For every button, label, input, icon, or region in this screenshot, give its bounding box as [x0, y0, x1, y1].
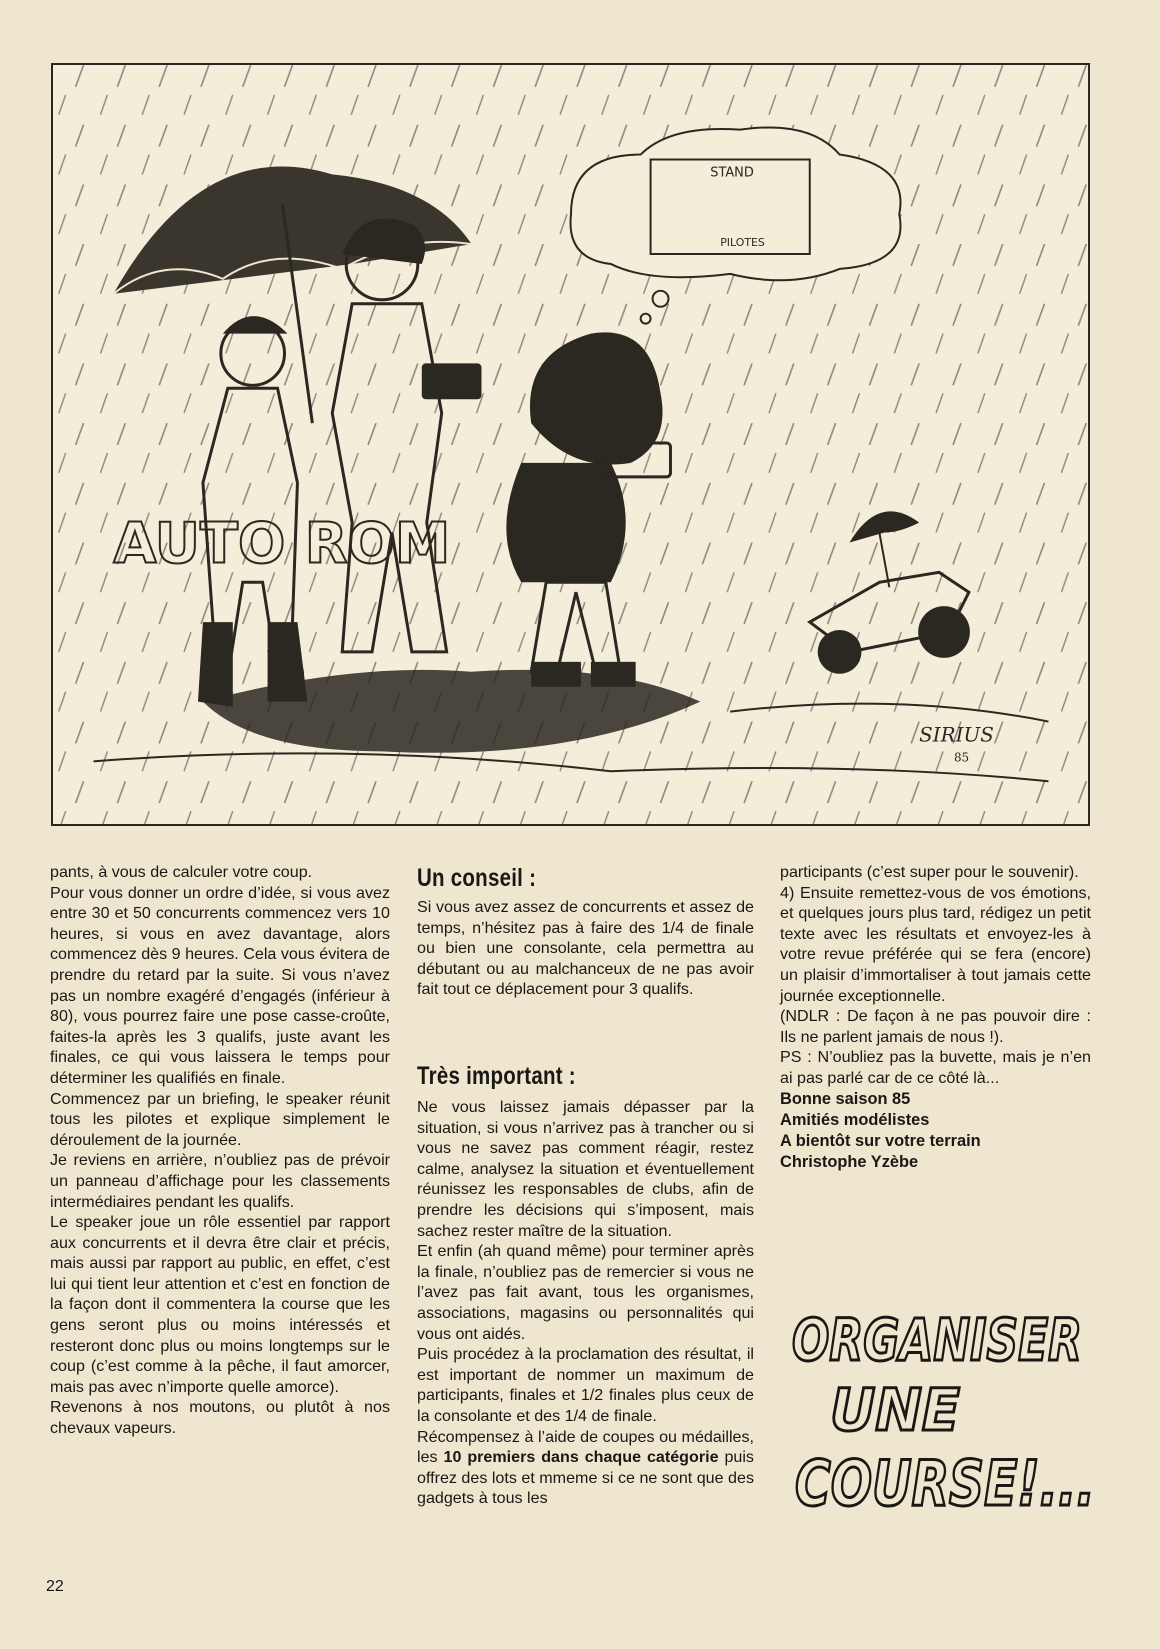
text-run: puis offrez des lots et mmeme si ce ne sont que des gadgets à tous les [417, 1448, 754, 1508]
text-column-1 [50, 862, 390, 1439]
cartoon-drawing [53, 65, 1088, 824]
paragraph: (NDLR : De façon à ne pas pouvoir dire : Ils ne parlent jamais de nous !). [780, 1007, 1091, 1046]
paragraph: Si vous avez assez de concurrents et assez de temps, n’hésitez pas à faire des 1/4 de finale ou bien une consolante, cela permettra au débutant ou au malchanceux de ne pas avoir fait tout ce déplacement pour 3 qualifs. [417, 898, 754, 999]
paragraph [417, 1427, 754, 1509]
paragraph: Pour vous donner un ordre d’idée, si vous avez entre 30 et 50 concurrents commencez vers 10 heures, si vous en avez davantage, alors commencez dès 9 heures. Cela vous évitera de prendre du retard par la suite. Si vous n’avez pas un nombre exagéré d’engagés (inférieur à 80), vous pourrez faire une pose casse-croûte, faites-la après les 3 qualifs, juste avant les finales, ce qui vous laissera le temps pour déterminer les qualifiés en finale. [50, 883, 390, 1087]
stand-sign: STAND [710, 165, 754, 181]
author-name: Christophe Yzèbe [780, 1152, 919, 1171]
paragraph: pants, à vous de calculer votre coup. [50, 863, 313, 881]
text-column-2a [417, 897, 754, 1000]
closing-line: Amitiés modélistes [780, 1110, 930, 1129]
paragraph: 4) Ensuite remettez-vous de vos émotions, et quelques jours plus tard, rédigez un petit texte avec les résultats et envoyez-les à votre revue préférée qui se fera (encore) un plaisir d’immortaliser à tout jamais cette journée exceptionnelle. [780, 883, 1091, 1005]
title-line-3: COURSE!... [795, 1447, 1095, 1520]
article-title-lettering [790, 1290, 1100, 1530]
paragraph: Et enfin (ah quand même) pour terminer après la finale, n’oubliez pas de remercier si vous ne l’avez pas fait avant, tous les organismes, associations, magasins ou personnalités qui vous ont aidés. [417, 1242, 754, 1343]
artist-signature: SIRIUS [919, 723, 994, 747]
closing-line: A bientôt sur votre terrain [780, 1131, 981, 1150]
paragraph: PS : N’oubliez pas la buvette, mais je n’en ai pas parlé car de ce côté là... [780, 1048, 1091, 1087]
section-heading-un-conseil: Un conseil : [417, 864, 537, 892]
paragraph: Je reviens en arrière, n’oubliez pas de prévoir un panneau d’affichage pour les classements intermédiaires pendant les qualifs. [50, 1151, 390, 1211]
bold-text: 10 premiers dans chaque [443, 1448, 642, 1467]
artist-signature-year: 85 [953, 750, 970, 765]
bold-text: catégorie [646, 1448, 719, 1467]
paragraph: Puis procédez à la proclamation des résultat, il est important de nommer un maximum de participants, finales et 1/2 finales plus ceux de la consolante et des 1/4 de finale. [417, 1345, 754, 1425]
paragraph: Ne vous laissez jamais dépasser par la situation, si vous n’arrivez pas à trancher ou si vous ne savez pas comment réagir, restez calme, analysez la situation et éventuellement réunissez les responsables de clubs, afin de prendre les décisions qui s’imposent, mais sachez rester maître de la situation. [417, 1098, 754, 1240]
text-column-2b [417, 1097, 754, 1509]
text-run: Récompensez à l’aide de coupes ou médailles, les [417, 1427, 754, 1467]
paragraph: participants (c’est super pour le souvenir). [780, 863, 1079, 881]
title-line-1: ORGANISER [792, 1306, 1082, 1374]
banner-text: AUTO ROM [113, 511, 451, 577]
cartoon-illustration [51, 63, 1090, 826]
section-heading-tres-important: Très important : [417, 1062, 576, 1090]
paragraph: Revenons à nos moutons, ou plutôt à nos chevaux vapeurs. [50, 1398, 390, 1438]
text-column-3 [780, 862, 1091, 1173]
closing-line: Bonne saison 85 [780, 1089, 911, 1108]
paragraph: Commencez par un briefing, le speaker réunit tous les pilotes et explique simplement le déroulement de la journée. [50, 1089, 390, 1149]
paragraph: Le speaker joue un rôle essentiel par rapport aux concurrents et il devra être clair et précis, mais aussi par rapport au public, en effet, c’est lui qui tient leur attention et c’est en fonction de la façon dont il commentera la course que les gens seront plus ou moins intéressés et resteront donc plus ou moins longtemps sur le coup (c’est comme à la pêche, il faut amorcer, mais pas avec n’importe quelle amorce). [50, 1213, 390, 1396]
title-line-2: UNE [830, 1376, 960, 1444]
pilotes-sign: PILOTES [720, 236, 765, 250]
page-number: 22 [46, 1578, 64, 1595]
